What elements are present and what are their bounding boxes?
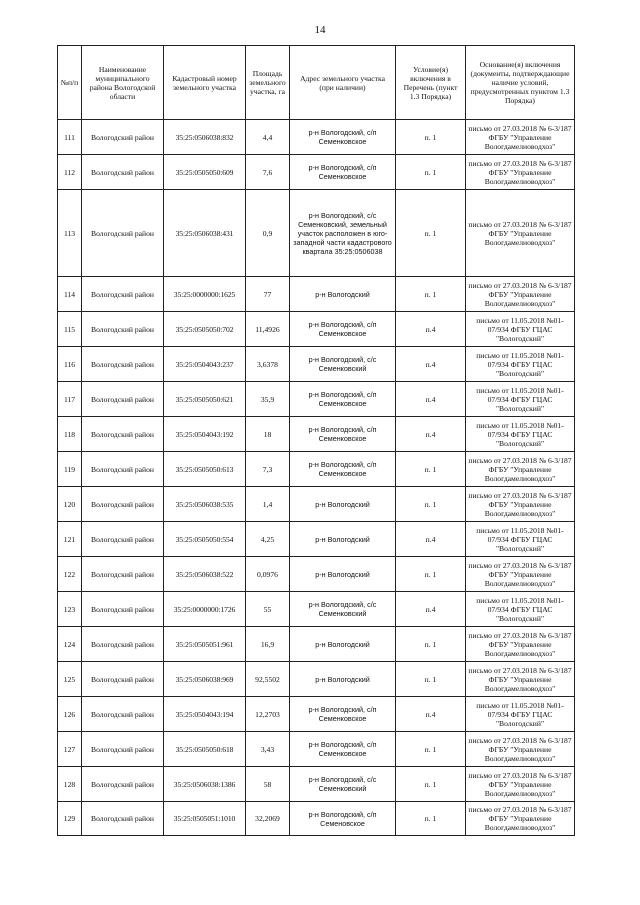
cadastral-number-cell: 35:25:0506038:431 xyxy=(164,190,246,277)
address-cell: р-н Вологодский, с/п Семенковское xyxy=(290,155,396,190)
row-number-cell: 128 xyxy=(58,767,82,802)
district-cell: Вологодский район xyxy=(82,662,164,697)
address-cell: р-н Вологодский, с/п Семенковское xyxy=(290,120,396,155)
basis-document-cell: письмо от 27.03.2018 № 6-3/187 ФГБУ "Управление Вологдамелиоводхоз" xyxy=(466,662,575,697)
condition-cell: п. 1 xyxy=(396,487,466,522)
area-cell: 16,9 xyxy=(246,627,290,662)
table-row xyxy=(58,592,575,627)
area-cell: 7,3 xyxy=(246,452,290,487)
table-row xyxy=(58,190,575,277)
condition-cell: п.4 xyxy=(396,347,466,382)
table-row xyxy=(58,627,575,662)
basis-document-cell: письмо от 27.03.2018 № 6-3/187 ФГБУ "Управление Вологдамелиоводхоз" xyxy=(466,120,575,155)
row-number-cell: 112 xyxy=(58,155,82,190)
condition-cell: п. 1 xyxy=(396,732,466,767)
district-cell: Вологодский район xyxy=(82,767,164,802)
district-cell: Вологодский район xyxy=(82,627,164,662)
basis-document-cell: письмо от 11.05.2018 №01-07/934 ФГБУ ГЦАС "Вологодский" xyxy=(466,347,575,382)
district-cell: Вологодский район xyxy=(82,802,164,836)
district-cell: Вологодский район xyxy=(82,120,164,155)
area-cell: 32,2069 xyxy=(246,802,290,836)
basis-document-cell: письмо от 27.03.2018 № 6-3/187 ФГБУ "Управление Вологдамелиоводхоз" xyxy=(466,767,575,802)
basis-document-cell: письмо от 27.03.2018 № 6-3/187 ФГБУ "Управление Вологдамелиоводхоз" xyxy=(466,277,575,312)
row-number-cell: 111 xyxy=(58,120,82,155)
basis-document-cell: письмо от 27.03.2018 № 6-3/187 ФГБУ "Управление Вологдамелиоводхоз" xyxy=(466,487,575,522)
row-number-cell: 119 xyxy=(58,452,82,487)
row-number-cell: 124 xyxy=(58,627,82,662)
condition-cell: п.4 xyxy=(396,697,466,732)
table-row xyxy=(58,767,575,802)
district-cell: Вологодский район xyxy=(82,417,164,452)
cadastral-number-cell: 35:25:0504043:237 xyxy=(164,347,246,382)
address-cell: р-н Вологодский xyxy=(290,277,396,312)
area-cell: 12,2703 xyxy=(246,697,290,732)
address-cell: р-н Вологодский xyxy=(290,557,396,592)
address-cell: р-н Вологодский, с/с Семенковский, земельный участок расположен в юго-западной части кадастрового квартала 35:25:0506038 xyxy=(290,190,396,277)
district-cell: Вологодский район xyxy=(82,347,164,382)
area-cell: 4,25 xyxy=(246,522,290,557)
condition-cell: п. 1 xyxy=(396,662,466,697)
cadastral-number-cell: 35:25:0506038:969 xyxy=(164,662,246,697)
header-district: Наименование муниципального района Вологодской области xyxy=(82,46,164,120)
condition-cell: п. 1 xyxy=(396,277,466,312)
district-cell: Вологодский район xyxy=(82,732,164,767)
row-number-cell: 116 xyxy=(58,347,82,382)
district-cell: Вологодский район xyxy=(82,155,164,190)
table-row xyxy=(58,120,575,155)
table-row xyxy=(58,802,575,836)
header-address: Адрес земельного участка (при наличии) xyxy=(290,46,396,120)
header-cadastral: Кадастровый номер земельного участка xyxy=(164,46,246,120)
district-cell: Вологодский район xyxy=(82,312,164,347)
row-number-cell: 113 xyxy=(58,190,82,277)
cadastral-number-cell: 35:25:0000000:1726 xyxy=(164,592,246,627)
address-cell: р-н Вологодский xyxy=(290,487,396,522)
cadastral-number-cell: 35:25:0505050:554 xyxy=(164,522,246,557)
basis-document-cell: письмо от 11.05.2018 №01-07/934 ФГБУ ГЦАС "Вологодский" xyxy=(466,697,575,732)
area-cell: 0,9 xyxy=(246,190,290,277)
cadastral-number-cell: 35:25:0505050:609 xyxy=(164,155,246,190)
row-number-cell: 127 xyxy=(58,732,82,767)
condition-cell: п.4 xyxy=(396,592,466,627)
table-row xyxy=(58,452,575,487)
condition-cell: п. 1 xyxy=(396,627,466,662)
condition-cell: п. 1 xyxy=(396,120,466,155)
district-cell: Вологодский район xyxy=(82,452,164,487)
district-cell: Вологодский район xyxy=(82,592,164,627)
address-cell: р-н Вологодский, с/с Семенковский xyxy=(290,347,396,382)
row-number-cell: 115 xyxy=(58,312,82,347)
table-row xyxy=(58,557,575,592)
row-number-cell: 129 xyxy=(58,802,82,836)
condition-cell: п. 1 xyxy=(396,557,466,592)
address-cell: р-н Вологодский xyxy=(290,522,396,557)
district-cell: Вологодский район xyxy=(82,382,164,417)
basis-document-cell: письмо от 11.05.2018 №01-07/934 ФГБУ ГЦАС "Вологодский" xyxy=(466,417,575,452)
condition-cell: п. 1 xyxy=(396,155,466,190)
address-cell: р-н Вологодский, с/п Семенковское xyxy=(290,732,396,767)
row-number-cell: 117 xyxy=(58,382,82,417)
area-cell: 18 xyxy=(246,417,290,452)
district-cell: Вологодский район xyxy=(82,277,164,312)
district-cell: Вологодский район xyxy=(82,557,164,592)
condition-cell: п. 1 xyxy=(396,802,466,836)
area-cell: 3,43 xyxy=(246,732,290,767)
basis-document-cell: письмо от 27.03.2018 № 6-3/187 ФГБУ "Управление Вологдамелиоводхоз" xyxy=(466,802,575,836)
district-cell: Вологодский район xyxy=(82,697,164,732)
district-cell: Вологодский район xyxy=(82,487,164,522)
table-row xyxy=(58,312,575,347)
area-cell: 55 xyxy=(246,592,290,627)
cadastral-number-cell: 35:25:0505051:1010 xyxy=(164,802,246,836)
cadastral-number-cell: 35:25:0505050:613 xyxy=(164,452,246,487)
area-cell: 11,4926 xyxy=(246,312,290,347)
basis-document-cell: письмо от 27.03.2018 № 6-3/187 ФГБУ "Управление Вологдамелиоводхоз" xyxy=(466,190,575,277)
cadastral-number-cell: 35:25:0000000:1625 xyxy=(164,277,246,312)
condition-cell: п.4 xyxy=(396,312,466,347)
condition-cell: п.4 xyxy=(396,382,466,417)
basis-document-cell: письмо от 27.03.2018 № 6-3/187 ФГБУ "Управление Вологдамелиоводхоз" xyxy=(466,155,575,190)
table-row xyxy=(58,522,575,557)
cadastral-number-cell: 35:25:0505050:618 xyxy=(164,732,246,767)
cadastral-number-cell: 35:25:0505050:702 xyxy=(164,312,246,347)
district-cell: Вологодский район xyxy=(82,522,164,557)
basis-document-cell: письмо от 11.05.2018 №01-07/934 ФГБУ ГЦАС "Вологодский" xyxy=(466,382,575,417)
area-cell: 77 xyxy=(246,277,290,312)
land-plots-table xyxy=(57,45,575,836)
header-condition: Условие(я) включения в Перечень (пункт 1.3 Порядка) xyxy=(396,46,466,120)
table-row xyxy=(58,697,575,732)
table-row xyxy=(58,382,575,417)
row-number-cell: 125 xyxy=(58,662,82,697)
address-cell: р-н Вологодский, с/п Семеновское xyxy=(290,802,396,836)
area-cell: 35,9 xyxy=(246,382,290,417)
basis-document-cell: письмо от 27.03.2018 № 6-3/187 ФГБУ "Управление Вологдамелиоводхоз" xyxy=(466,452,575,487)
address-cell: р-н Вологодский xyxy=(290,662,396,697)
table-row xyxy=(58,662,575,697)
table-row xyxy=(58,347,575,382)
cadastral-number-cell: 35:25:0505050:621 xyxy=(164,382,246,417)
condition-cell: п.4 xyxy=(396,522,466,557)
row-number-cell: 126 xyxy=(58,697,82,732)
cadastral-number-cell: 35:25:0505051:961 xyxy=(164,627,246,662)
area-cell: 0,0976 xyxy=(246,557,290,592)
header-basis: Основание(я) включения (документы, подтверждающие наличие условий, предусмотренных пунктом 1.3 Порядка) xyxy=(466,46,575,120)
table-row xyxy=(58,732,575,767)
table-row xyxy=(58,417,575,452)
address-cell: р-н Вологодский, с/п Семенковское xyxy=(290,452,396,487)
condition-cell: п. 1 xyxy=(396,190,466,277)
header-num: №п/п xyxy=(58,46,82,120)
header-area: Площадь земельного участка, га xyxy=(246,46,290,120)
address-cell: р-н Вологодский, с/п Семенковское xyxy=(290,312,396,347)
row-number-cell: 120 xyxy=(58,487,82,522)
cadastral-number-cell: 35:25:0506038:535 xyxy=(164,487,246,522)
area-cell: 7,6 xyxy=(246,155,290,190)
basis-document-cell: письмо от 27.03.2018 № 6-3/187 ФГБУ "Управление Вологдамелиоводхоз" xyxy=(466,732,575,767)
table-row xyxy=(58,487,575,522)
district-cell: Вологодский район xyxy=(82,190,164,277)
cadastral-number-cell: 35:25:0506038:1386 xyxy=(164,767,246,802)
address-cell: р-н Вологодский, с/с Семенковский xyxy=(290,767,396,802)
cadastral-number-cell: 35:25:0504043:194 xyxy=(164,697,246,732)
basis-document-cell: письмо от 27.03.2018 № 6-3/187 ФГБУ "Управление Вологдамелиоводхоз" xyxy=(466,557,575,592)
cadastral-number-cell: 35:25:0504043:192 xyxy=(164,417,246,452)
row-number-cell: 121 xyxy=(58,522,82,557)
area-cell: 92,5502 xyxy=(246,662,290,697)
address-cell: р-н Вологодский, с/п Семенковское xyxy=(290,382,396,417)
area-cell: 58 xyxy=(246,767,290,802)
address-cell: р-н Вологодский xyxy=(290,627,396,662)
condition-cell: п. 1 xyxy=(396,767,466,802)
table-row xyxy=(58,277,575,312)
table-row xyxy=(58,155,575,190)
row-number-cell: 122 xyxy=(58,557,82,592)
address-cell: р-н Вологодский, с/п Семенковское xyxy=(290,417,396,452)
basis-document-cell: письмо от 27.03.2018 № 6-3/187 ФГБУ "Управление Вологдамелиоводхоз" xyxy=(466,627,575,662)
address-cell: р-н Вологодский, с/с Семенковский xyxy=(290,592,396,627)
table-header-row xyxy=(58,46,575,120)
basis-document-cell: письмо от 11.05.2018 №01-07/934 ФГБУ ГЦАС "Вологодский" xyxy=(466,522,575,557)
row-number-cell: 114 xyxy=(58,277,82,312)
page-number: 14 xyxy=(314,24,326,36)
row-number-cell: 123 xyxy=(58,592,82,627)
cadastral-number-cell: 35:25:0506038:522 xyxy=(164,557,246,592)
condition-cell: п.4 xyxy=(396,417,466,452)
condition-cell: п. 1 xyxy=(396,452,466,487)
basis-document-cell: письмо от 11.05.2018 №01-07/934 ФГБУ ГЦАС "Вологодский" xyxy=(466,312,575,347)
basis-document-cell: письмо от 11.05.2018 №01-07/934 ФГБУ ГЦАС "Вологодский" xyxy=(466,592,575,627)
row-number-cell: 118 xyxy=(58,417,82,452)
area-cell: 3,6378 xyxy=(246,347,290,382)
address-cell: р-н Вологодский, с/п Семенковское xyxy=(290,697,396,732)
table-body xyxy=(58,120,575,836)
area-cell: 4,4 xyxy=(246,120,290,155)
area-cell: 1,4 xyxy=(246,487,290,522)
cadastral-number-cell: 35:25:0506038:832 xyxy=(164,120,246,155)
